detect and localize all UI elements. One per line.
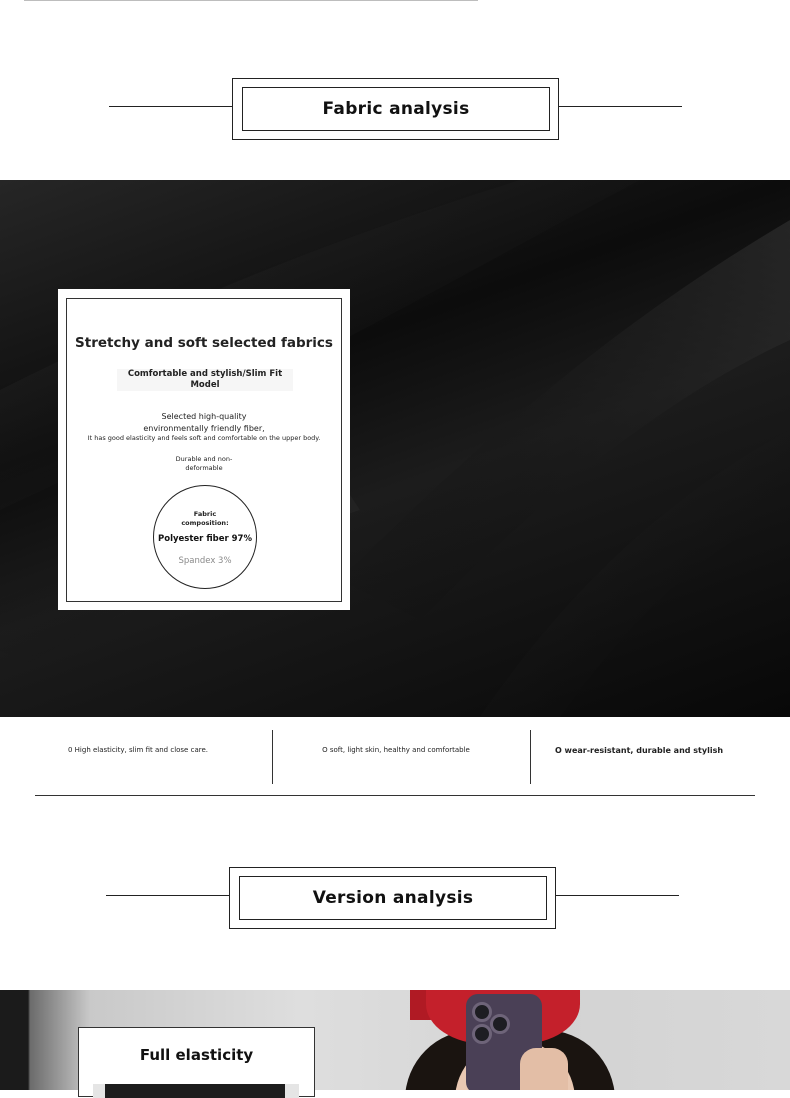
elasticity-garment (105, 1084, 285, 1098)
fabric-info-card (58, 289, 350, 610)
heading-line-left (106, 895, 229, 896)
feature-divider-2 (530, 730, 531, 784)
full-elasticity-title: Full elasticity (139, 1046, 254, 1064)
camera-lens (490, 1014, 510, 1034)
version-analysis-heading-frame (229, 867, 556, 929)
card-line-2: environmentally friendly fiber, (143, 424, 265, 433)
model-hand (520, 1048, 568, 1090)
card-line-4: Durable and non-deformable (175, 455, 233, 472)
full-elasticity-card (78, 1027, 315, 1097)
card-line-1: Selected high-quality (161, 412, 247, 421)
version-analysis-heading-box (239, 876, 547, 920)
composition-polyester: Polyester fiber 97% (158, 534, 252, 544)
feature-2: O soft, light skin, healthy and comfortable (322, 746, 470, 754)
heading-line-right (559, 106, 682, 107)
heading-line-left (109, 106, 232, 107)
feature-1: 0 High elasticity, slim fit and close care. (67, 746, 208, 754)
feature-3: O wear-resistant, durable and stylish (554, 746, 724, 755)
camera-lens (472, 1024, 492, 1044)
fabric-analysis-heading-frame (232, 78, 559, 140)
composition-label: Fabric composition: (181, 510, 229, 527)
fabric-analysis-heading-box (242, 87, 550, 131)
top-divider (24, 0, 478, 1)
fabric-info-card-border (66, 298, 342, 602)
version-analysis-heading: Version analysis (312, 888, 474, 908)
feature-divider-1 (272, 730, 273, 784)
composition-circle (153, 485, 257, 589)
features-bottom-rule (35, 795, 755, 796)
camera-lens (472, 1002, 492, 1022)
card-title: Stretchy and soft selected fabrics (75, 335, 333, 351)
composition-spandex: Spandex 3% (178, 556, 232, 566)
card-line-3: It has good elasticity and feels soft and comfortable on the upper body. (87, 434, 321, 442)
fabric-analysis-heading: Fabric analysis (322, 99, 470, 119)
heading-line-right (556, 895, 679, 896)
card-subtitle: Comfortable and stylish/Slim Fit Model (117, 369, 293, 391)
